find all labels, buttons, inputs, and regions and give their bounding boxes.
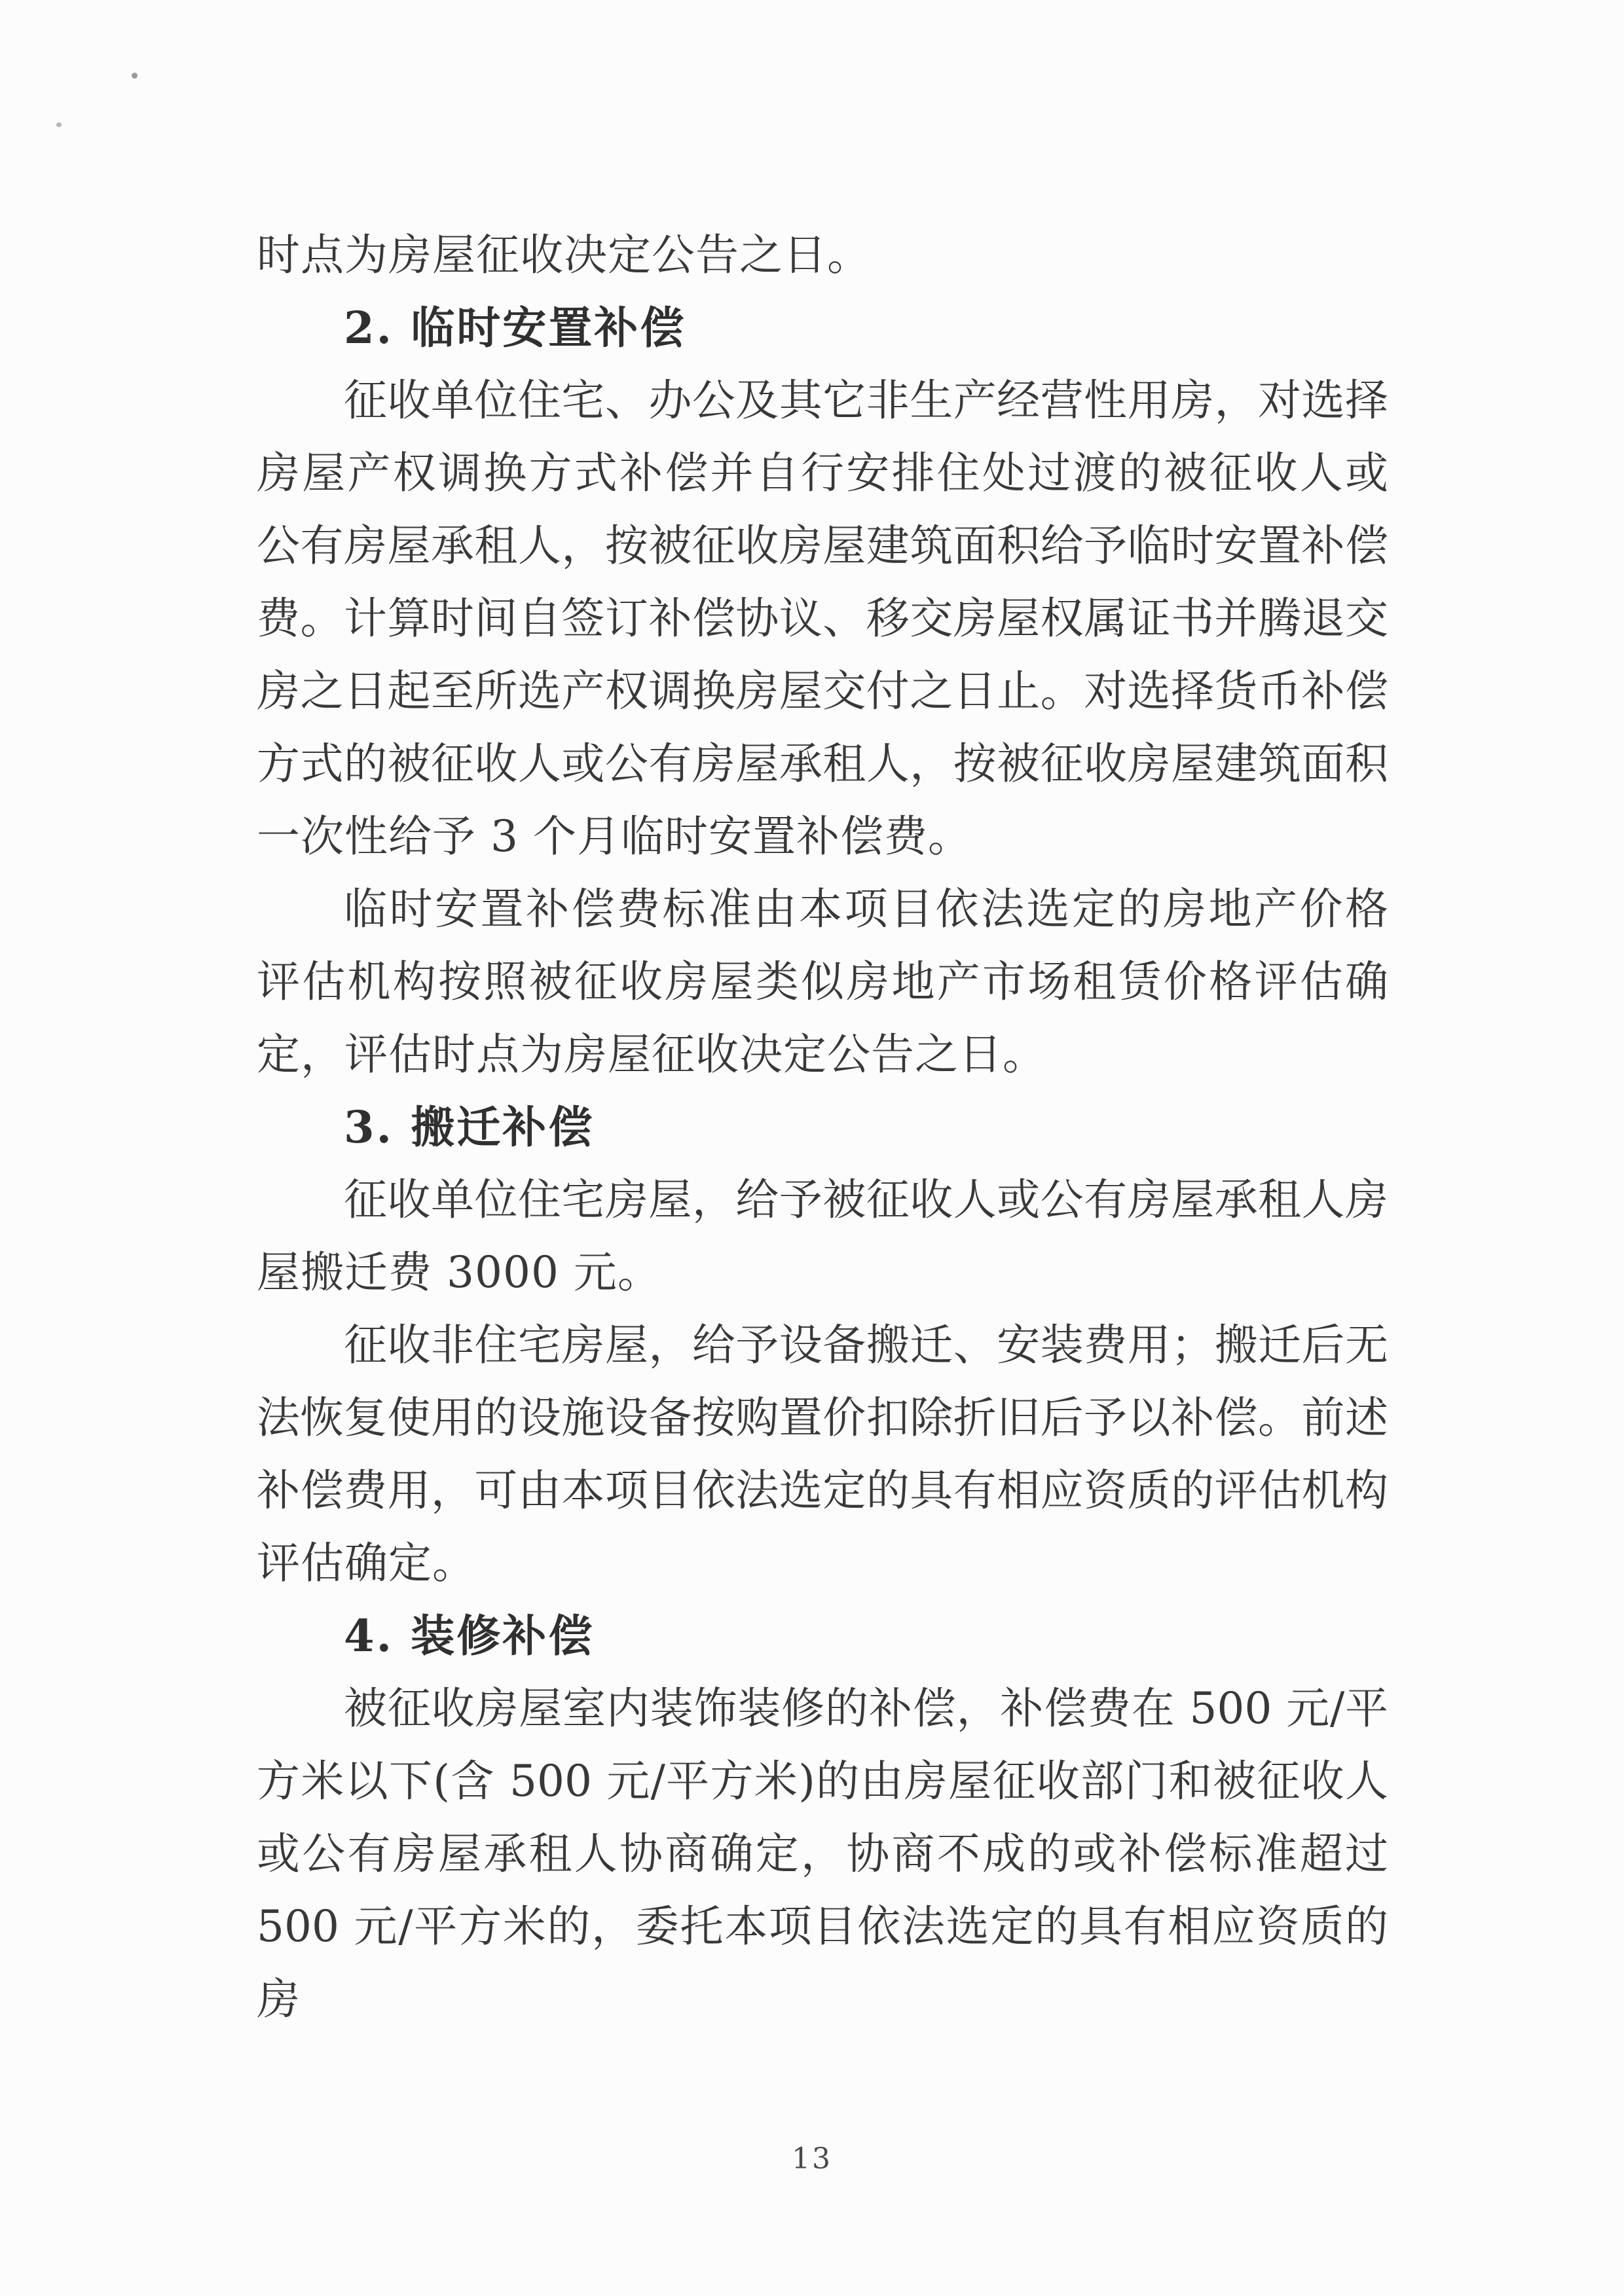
- text-line: 定，评估时点为房屋征收决定公告之日。: [257, 1029, 1046, 1080]
- text-line: 征收单位住宅房屋，给予被征收人或公有房屋承租人房: [344, 1175, 1388, 1225]
- text-line: 被征收房屋室内装饰装修的补偿，补偿费在 500 元/平: [344, 1683, 1388, 1734]
- scan-speck: [132, 73, 138, 79]
- text-line: 500 元/平方米的，委托本项目依法选定的具有相应资质的房: [257, 1901, 1388, 2024]
- section-heading-temporary-resettlement: 2. 临时安置补偿: [344, 302, 686, 354]
- section-heading-moving-compensation: 3. 搬迁补偿: [344, 1101, 595, 1153]
- document-body: [257, 219, 1388, 2024]
- text-line: 征收单位住宅、办公及其它非生产经营性用房，对选择: [344, 375, 1388, 426]
- text-line: 时点为房屋征收决定公告之日。: [257, 230, 871, 280]
- text-line: 补偿费用，可由本项目依法选定的具有相应资质的评估机构: [257, 1465, 1388, 1516]
- text-line: 征收非住宅房屋，给予设备搬迁、安装费用；搬迁后无: [344, 1320, 1388, 1370]
- scan-speck: [56, 122, 62, 127]
- text-line: 评估机构按照被征收房屋类似房地产市场租赁价格评估确: [257, 957, 1388, 1007]
- text-line: 一次性给予 3 个月临时安置补偿费。: [257, 811, 972, 862]
- text-line: 屋搬迁费 3000 元。: [257, 1247, 661, 1298]
- text-line: 临时安置补偿费标准由本项目依法选定的房地产价格: [344, 884, 1388, 934]
- page-number: 13: [792, 2142, 832, 2176]
- text-line: 评估确定。: [257, 1538, 476, 1588]
- text-line: 法恢复使用的设施设备按购置价扣除折旧后予以补偿。前述: [257, 1393, 1388, 1443]
- text-line: 方式的被征收人或公有房屋承租人，按被征收房屋建筑面积: [257, 738, 1388, 789]
- section-heading-renovation-compensation: 4. 装修补偿: [344, 1610, 595, 1662]
- text-line: 费。计算时间自签订补偿协议、移交房屋权属证书并腾退交: [257, 593, 1388, 644]
- text-line: 方米以下(含 500 元/平方米)的由房屋征收部门和被征收人: [257, 1756, 1388, 1806]
- text-line: 房之日起至所选产权调换房屋交付之日止。对选择货币补偿: [257, 666, 1388, 716]
- text-line: 或公有房屋承租人协商确定，协商不成的或补偿标准超过: [257, 1829, 1388, 1879]
- text-line: 公有房屋承租人，按被征收房屋建筑面积给予临时安置补偿: [257, 520, 1388, 571]
- text-line: 房屋产权调换方式补偿并自行安排住处过渡的被征收人或: [257, 448, 1388, 498]
